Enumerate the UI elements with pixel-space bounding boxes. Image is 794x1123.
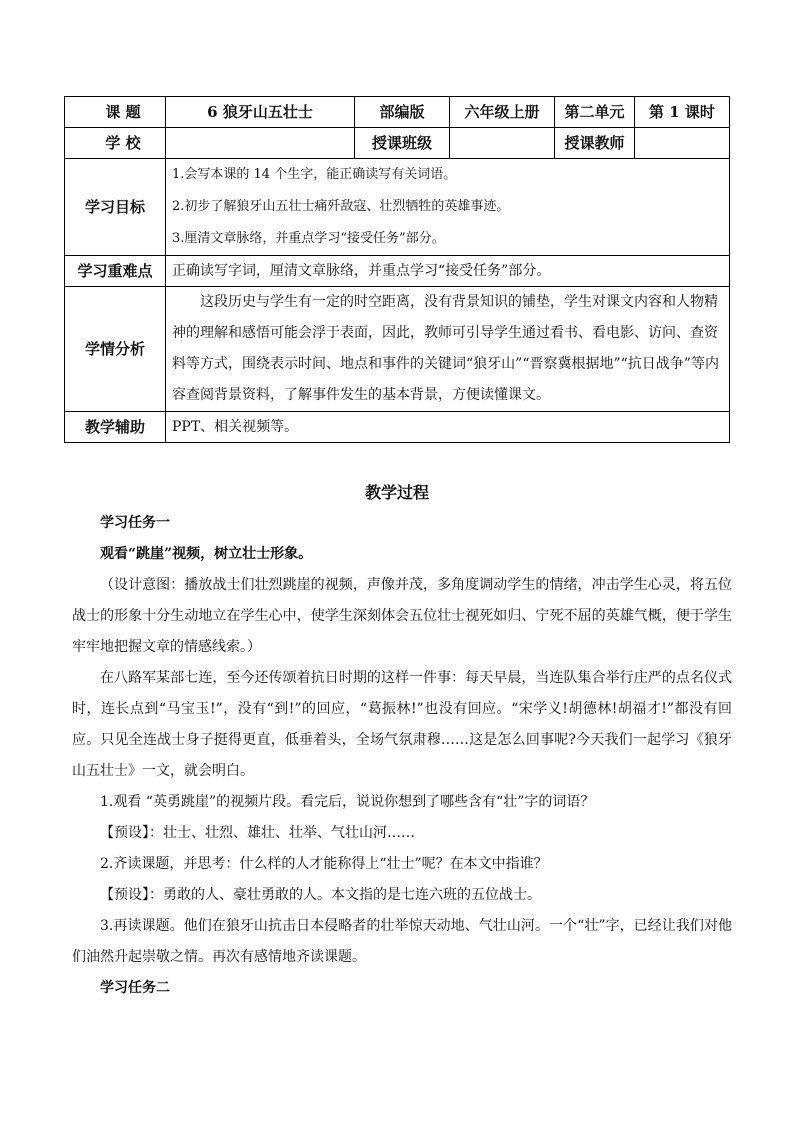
process-title: 教学过程	[364, 483, 429, 502]
title-label: 课 题	[65, 97, 166, 128]
step-3: 3.再读课题。他们在狼牙山抗击日本侵略者的壮举惊天动地、气壮山河。一个“壮”字，已经让我们对他们油然升起崇敬之情。再次有感情地齐读课题。	[72, 918, 732, 965]
task1-title: 学习任务一	[100, 515, 170, 531]
objective-item: 2.初步了解狼牙山五壮士痛歼敌寇、壮烈牺牲的英雄事迹。	[172, 199, 510, 214]
teacher-label: 授课教师	[555, 128, 635, 159]
preset-1: 【预设】：壮士、壮烈、雄壮、壮举、气壮山河……	[100, 825, 415, 841]
objectives-content	[166, 159, 730, 256]
teacher-value	[635, 128, 730, 159]
table-row-title	[65, 97, 730, 128]
school-value	[166, 128, 355, 159]
story-paragraph: 在八路军某部七连，至今还传颂着抗日时期的这样一件事：每天早晨，当连队集合举行庄严的点名仪式时，连长点到“马宝玉!”，没有“到!”的回应，“葛振林!”也没有回应。“宋学义!胡德林!胡福才!”都没有回应。只见全连战士身子挺得更直，低垂着头，全场气氛肃穆……这是怎么回事呢?今天我们一起学习《狼牙山五壮士》一文，就会明白。	[72, 670, 732, 779]
class-label: 授课班级	[355, 128, 450, 159]
step-2: 2.齐读课题，并思考：什么样的人才能称得上“壮士”呢？在本文中指谁？	[100, 856, 548, 872]
table-row-analysis	[65, 287, 730, 412]
analysis-text: 这段历史与学生有一定的时空距离，没有背景知识的铺垫，学生对课文内容和人物精神的理解和感悟可能会浮于表面，因此，教师可引导学生通过看书、看电影、访问、查资料等方式，围绕表示时间、地点和事件的关键词“狼牙山”“晋察冀根据地”“抗日战争”等内容查阅背景资料，了解事件发生的基本背景，方便读懂课文。	[172, 294, 719, 403]
objectives-label: 学习目标	[65, 159, 166, 256]
task2-title: 学习任务二	[100, 980, 170, 996]
period: 第 1 课时	[635, 97, 730, 128]
task1-heading: 观看“跳崖”视频，树立壮士形象。	[100, 546, 313, 562]
objective-item: 3.厘清文章脉络，并重点学习“接受任务”部分。	[172, 231, 445, 246]
class-value	[450, 128, 555, 159]
key-points-label: 学习重难点	[65, 256, 166, 287]
step-1: 1.观看 “英勇跳崖”的视频片段。看完后，说说你想到了哪些含有“壮”字的词语？	[100, 794, 595, 810]
analysis-content	[166, 287, 730, 412]
lesson-plan-table	[64, 96, 730, 443]
edition: 部编版	[355, 97, 450, 128]
table-row-school	[65, 128, 730, 159]
preset-2: 【预设】：勇敢的人、豪壮勇敢的人。本文指的是七连六班的五位战士。	[100, 887, 541, 903]
table-row-aids	[65, 412, 730, 443]
objective-item: 1.会写本课的 14 个生字，能正确读写有关词语。	[172, 167, 457, 182]
grade: 六年级上册	[450, 97, 555, 128]
unit: 第二单元	[555, 97, 635, 128]
school-label: 学 校	[65, 128, 166, 159]
aids-label: 教学辅助	[65, 412, 166, 443]
design-intent: （设计意图：播放战士们壮烈跳崖的视频，声像并茂，多角度调动学生的情绪，冲击学生心灵，将五位战士的形象十分生动地立在学生心中，使学生深刻体会五位壮士视死如归、宁死不屈的英雄气概，便于学生牢牢地把握文章的情感线索。）	[72, 577, 732, 655]
table-row-objectives	[65, 159, 730, 256]
key-points-text: 正确读写字词，厘清文章脉络，并重点学习“接受任务”部分。	[166, 256, 730, 287]
table-row-key-points	[65, 256, 730, 287]
analysis-label: 学情分析	[65, 287, 166, 412]
aids-text: PPT、相关视频等。	[166, 412, 730, 443]
lesson-title: 6 狼牙山五壮士	[166, 97, 355, 128]
